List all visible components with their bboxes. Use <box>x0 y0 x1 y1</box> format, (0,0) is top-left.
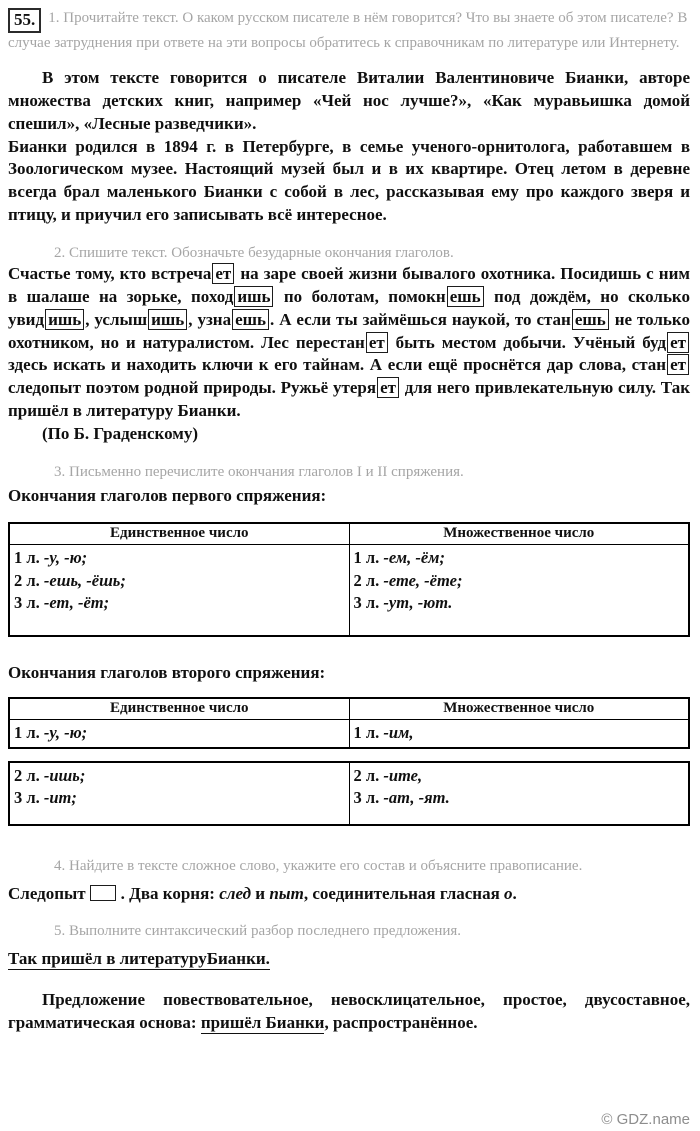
conjugation-line: 3 л. -ет, -ёт; <box>14 593 110 613</box>
conjugation-line: 1 л. -у, -ю; <box>14 548 88 568</box>
singular-endings-cell <box>9 719 349 748</box>
conjugation-line: 1 л. -у, -ю; <box>14 722 88 742</box>
first-conjugation-table <box>8 522 690 636</box>
verb-ending-box: ишь <box>148 309 187 330</box>
first-conjugation-heading: Окончания глаголов первого спряжения: <box>8 486 327 506</box>
task4-answer: Следопыт . Два корня: след и пыт, соединительная гласная о. <box>8 883 517 903</box>
conjugation-line: 2 л. -ите, <box>353 765 423 785</box>
second-conjugation-heading: Окончания глаголов второго спряжения: <box>8 662 326 682</box>
conjugation-line: 2 л. -ешь, -ёшь; <box>14 570 126 590</box>
task4-instruction: 4. Найдите в тексте сложное слово, укажите его состав и объясните правописание. <box>54 857 583 874</box>
conjugation-line: 2 л. -ете, -ёте; <box>353 570 463 590</box>
conjugation-line: 3 л. -ут, -ют. <box>353 593 453 613</box>
singular-endings-cell <box>9 762 349 825</box>
task1-instruction: 1. Прочитайте текст. О каком русском писателе в нём говорится? Что вы знаете об этом писателе? В случае затруднения при ответе на эти вопросы обратитесь к справочникам по литературе или Интернету. <box>8 10 688 51</box>
verb-ending-box: ешь <box>447 286 484 307</box>
site-watermark: © GDZ.name <box>601 1111 690 1128</box>
verb-ending-box: ишь <box>234 286 273 307</box>
task1-instruction-block <box>8 8 690 53</box>
table-header-singular: Единственное число <box>9 523 349 545</box>
task5-conclusion: Предложение повествовательное, невосклицательное, простое, двусоставное, грамматическая основа: пришёл Бианки, распространённое. <box>8 989 690 1032</box>
task3-instruction: 3. Письменно перечислите окончания глаголов I и II спряжения. <box>54 463 464 480</box>
singular-endings-cell <box>9 545 349 636</box>
morpheme-box <box>90 885 116 901</box>
plural-endings-cell <box>349 545 689 636</box>
verb-ending-box: ет <box>377 377 399 398</box>
table-header-row <box>9 698 689 720</box>
plural-endings-cell <box>349 719 689 748</box>
second-conjugation-table-top <box>8 697 690 749</box>
verb-ending-box: ешь <box>232 309 269 330</box>
verb-ending-box: ет <box>667 332 689 353</box>
conjugation-line: 3 л. -ат, -ят. <box>353 788 450 808</box>
task5-instruction: 5. Выполните синтаксический разбор последнего предложения. <box>54 923 462 940</box>
conjugation-line: 2 л. -ишь; <box>14 765 86 785</box>
second-conjugation-table-bottom <box>8 761 690 826</box>
table-header-row <box>9 523 689 545</box>
verb-ending-box: ет <box>366 332 388 353</box>
verb-ending-box: ет <box>212 263 234 284</box>
table-header-plural: Множественное число <box>349 698 689 720</box>
conjugation-line: 1 л. -ем, -ём; <box>353 548 445 568</box>
table-header-plural: Множественное число <box>349 523 689 545</box>
task2-instruction: 2. Спишите текст. Обозначьте безударные окончания глаголов. <box>54 244 454 261</box>
verb-ending-box: ишь <box>45 309 84 330</box>
verb-ending-box: ешь <box>572 309 609 330</box>
verb-ending-box: ет <box>667 354 689 375</box>
conjugation-line: 3 л. -ит; <box>14 788 77 808</box>
task2-copied-text: Счастье тому, кто встреча ет на заре своей жизни бывалого охотника. Посидишь с ним в шалаше на зорьке, поход ишь по болотам, помокн ешь под дождём, но сколько увид ишь , услыш ишь , узна ешь . А если ты займёшься наукой, то стан ешь не только охотником, но и натуралистом. Лес перестан ет быть местом добычи. Учёный буд ет здесь искать и находить ключи к его тайнам. А если ещё проснётся дар слова, стан ет следопыт поэтом родной природы. Ружьё утеря ет для него привлекательную силу. Так пришёл в литературу Бианки. <box>8 264 691 421</box>
conjugation-line: 1 л. -им, <box>353 722 414 742</box>
table-body-row <box>9 545 689 636</box>
table-body-row <box>9 762 689 825</box>
task1-answer-paragraph-1: В этом тексте говорится о писателе Виталии Валентиновиче Бианки, авторе множества детских книг, например «Чей нос лучше?», «Как муравьишка домой спешил», «Лесные разведчики». <box>8 68 690 133</box>
plural-endings-cell <box>349 762 689 825</box>
task2-attribution: (По Б. Граденскому) <box>42 423 199 443</box>
task1-answer-paragraph-2: Бианки родился в 1894 г. в Петербурге, в семье ученого-орнитолога, работавшем в Зоологическом музее. Настоящий музей был и в их квартире. Отец летом в деревне всегда брал маленького Бианки с собой в лес, рассказывая ему про каждого зверя и птицу, и приучил его записывать всё интересное. <box>8 136 690 224</box>
exercise-number-badge: 55. <box>8 8 41 33</box>
table-header-singular: Единственное число <box>9 698 349 720</box>
task5-parsed-sentence: Так пришёл в литературуБианки. <box>8 949 270 968</box>
table-body-row <box>9 719 689 748</box>
